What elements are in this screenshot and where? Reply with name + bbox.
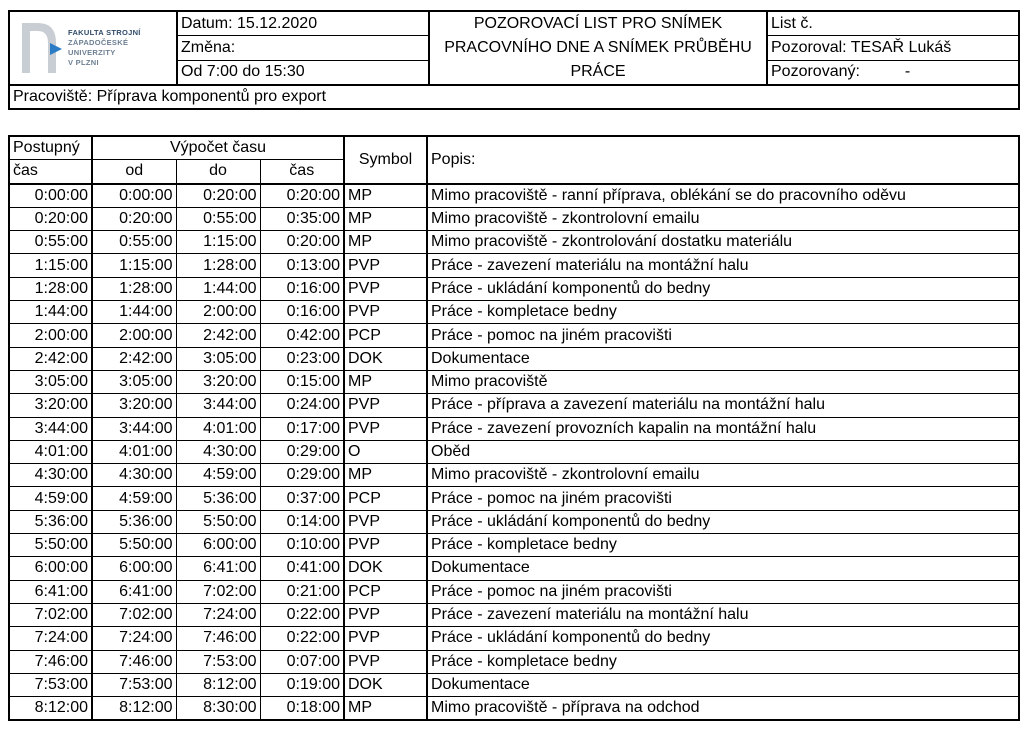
to-time-cell: 3:44:00 (176, 394, 260, 417)
to-time-cell: 7:24:00 (176, 603, 260, 626)
duration-cell: 0:41:00 (260, 557, 344, 580)
from-time-cell: 5:50:00 (92, 534, 176, 557)
from-time-cell: 2:42:00 (92, 347, 176, 370)
sheet-title (429, 11, 767, 85)
duration-cell: 0:35:00 (260, 207, 344, 230)
workplace-cell: Pracoviště: Příprava komponentů pro export (9, 85, 1019, 109)
description-cell: Dokumentace (427, 673, 1019, 696)
duration-cell: 0:15:00 (260, 370, 344, 393)
to-time-cell: 1:44:00 (176, 277, 260, 300)
table-row (9, 673, 1019, 696)
description-cell: Mimo pracoviště - zkontrolování dostatku materiálu (427, 231, 1019, 254)
duration-cell: 0:42:00 (260, 324, 344, 347)
to-time-cell: 7:53:00 (176, 650, 260, 673)
duration-cell: 0:21:00 (260, 580, 344, 603)
description-cell: Práce - kompletace bedny (427, 650, 1019, 673)
cumulative-time-cell: 6:41:00 (9, 580, 92, 603)
title-line-2: PRACOVNÍHO DNE A SNÍMEK PRŮBĚHU (444, 39, 752, 56)
description-cell: Práce - pomoc na jiném pracovišti (427, 324, 1019, 347)
to-time-cell: 6:41:00 (176, 557, 260, 580)
table-row (9, 277, 1019, 300)
table-row (9, 324, 1019, 347)
from-time-cell: 1:15:00 (92, 254, 176, 277)
observed-value: - (904, 63, 911, 81)
symbol-cell: PCP (344, 487, 427, 510)
description-cell: Práce - příprava a zavezení materiálu na montážní halu (427, 394, 1019, 417)
description-cell: Práce - ukládání komponentů do bedny (427, 627, 1019, 650)
table-row (9, 580, 1019, 603)
col-cumulative-header-1: Postupný (9, 136, 92, 160)
description-cell: Práce - kompletace bedny (427, 301, 1019, 324)
symbol-cell: PVP (344, 254, 427, 277)
from-time-cell: 3:20:00 (92, 394, 176, 417)
logo-line-4: V PLZNI (68, 58, 99, 67)
from-time-cell: 4:01:00 (92, 440, 176, 463)
table-row (9, 650, 1019, 673)
duration-cell: 0:22:00 (260, 627, 344, 650)
to-time-cell: 1:15:00 (176, 231, 260, 254)
cumulative-time-cell: 3:44:00 (9, 417, 92, 440)
cumulative-time-cell: 4:59:00 (9, 487, 92, 510)
cumulative-time-cell: 6:00:00 (9, 557, 92, 580)
symbol-cell: DOK (344, 673, 427, 696)
cumulative-time-cell: 1:15:00 (9, 254, 92, 277)
symbol-cell: PVP (344, 394, 427, 417)
cumulative-time-cell: 1:28:00 (9, 277, 92, 300)
table-row (9, 627, 1019, 650)
symbol-cell: MP (344, 370, 427, 393)
symbol-cell: MP (344, 231, 427, 254)
duration-cell: 0:14:00 (260, 510, 344, 533)
title-line-1: POZOROVACÍ LIST PRO SNÍMEK (473, 15, 723, 32)
observed-label: Pozorovaný: (771, 63, 860, 81)
logo-emblem-icon (20, 21, 64, 75)
symbol-cell: PVP (344, 603, 427, 626)
from-time-cell: 0:20:00 (92, 207, 176, 230)
duration-cell: 0:20:00 (260, 184, 344, 208)
shift-cell: Změna: (177, 36, 429, 60)
cumulative-time-cell: 3:05:00 (9, 370, 92, 393)
to-time-cell: 3:20:00 (176, 370, 260, 393)
logo-line-2: ZÁPADOČESKÉ (68, 38, 129, 47)
description-cell: Dokumentace (427, 557, 1019, 580)
observation-table (8, 135, 1020, 721)
table-row (9, 534, 1019, 557)
logo-line-1: FAKULTA STROJNÍ (68, 28, 141, 37)
observed-cell (767, 60, 1019, 85)
cumulative-time-cell: 5:36:00 (9, 510, 92, 533)
cumulative-time-cell: 1:44:00 (9, 301, 92, 324)
symbol-cell: MP (344, 207, 427, 230)
duration-cell: 0:22:00 (260, 603, 344, 626)
from-time-cell: 7:46:00 (92, 650, 176, 673)
duration-cell: 0:24:00 (260, 394, 344, 417)
symbol-cell: PCP (344, 324, 427, 347)
duration-cell: 0:23:00 (260, 347, 344, 370)
to-time-cell: 5:36:00 (176, 487, 260, 510)
cumulative-time-cell: 5:50:00 (9, 534, 92, 557)
table-row (9, 301, 1019, 324)
table-row (9, 417, 1019, 440)
from-time-cell: 0:00:00 (92, 184, 176, 208)
observer-cell: Pozoroval: TESAŘ Lukáš (767, 36, 1019, 60)
table-row (9, 487, 1019, 510)
symbol-cell: O (344, 440, 427, 463)
duration-cell: 0:10:00 (260, 534, 344, 557)
description-cell: Práce - zavezení materiálu na montážní halu (427, 603, 1019, 626)
description-cell: Práce - pomoc na jiném pracovišti (427, 580, 1019, 603)
description-cell: Práce - pomoc na jiném pracovišti (427, 487, 1019, 510)
from-time-cell: 4:30:00 (92, 464, 176, 487)
description-cell: Mimo pracoviště - ranní příprava, oblékání se do pracovního oděvu (427, 184, 1019, 208)
cumulative-time-cell: 0:55:00 (9, 231, 92, 254)
logo-line-3: UNIVERZITY (68, 48, 116, 57)
sheet-number-cell: List č. (767, 11, 1019, 36)
description-cell: Oběd (427, 440, 1019, 463)
from-time-cell: 3:05:00 (92, 370, 176, 393)
duration-cell: 0:16:00 (260, 277, 344, 300)
table-row (9, 370, 1019, 393)
duration-cell: 0:37:00 (260, 487, 344, 510)
col-symbol-header: Symbol (344, 136, 427, 184)
to-time-cell: 2:00:00 (176, 301, 260, 324)
from-time-cell: 6:00:00 (92, 557, 176, 580)
col-calc-header: Výpočet času (92, 136, 344, 160)
symbol-cell: PVP (344, 650, 427, 673)
duration-cell: 0:16:00 (260, 301, 344, 324)
from-time-cell: 7:53:00 (92, 673, 176, 696)
symbol-cell: PVP (344, 510, 427, 533)
from-time-cell: 2:00:00 (92, 324, 176, 347)
col-duration-header: čas (260, 160, 344, 184)
to-time-cell: 1:28:00 (176, 254, 260, 277)
duration-cell: 0:19:00 (260, 673, 344, 696)
from-time-cell: 3:44:00 (92, 417, 176, 440)
from-time-cell: 0:55:00 (92, 231, 176, 254)
description-cell: Dokumentace (427, 347, 1019, 370)
cumulative-time-cell: 0:20:00 (9, 207, 92, 230)
from-time-cell: 6:41:00 (92, 580, 176, 603)
duration-cell: 0:29:00 (260, 464, 344, 487)
symbol-cell: MP (344, 697, 427, 721)
from-time-cell: 7:24:00 (92, 627, 176, 650)
duration-cell: 0:13:00 (260, 254, 344, 277)
to-time-cell: 5:50:00 (176, 510, 260, 533)
duration-cell: 0:20:00 (260, 231, 344, 254)
to-time-cell: 0:20:00 (176, 184, 260, 208)
description-cell: Práce - zavezení materiálu na montážní halu (427, 254, 1019, 277)
from-time-cell: 7:02:00 (92, 603, 176, 626)
title-line-3: PRÁCE (570, 63, 626, 80)
symbol-cell: DOK (344, 557, 427, 580)
table-row (9, 603, 1019, 626)
table-row (9, 440, 1019, 463)
cumulative-time-cell: 7:53:00 (9, 673, 92, 696)
description-cell: Práce - zavezení provozních kapalin na montážní halu (427, 417, 1019, 440)
symbol-cell: MP (344, 464, 427, 487)
col-to-header: do (176, 160, 260, 184)
col-description-header: Popis: (427, 136, 1019, 184)
to-time-cell: 8:30:00 (176, 697, 260, 721)
table-row (9, 184, 1019, 208)
cumulative-time-cell: 4:01:00 (9, 440, 92, 463)
to-time-cell: 0:55:00 (176, 207, 260, 230)
description-cell: Práce - kompletace bedny (427, 534, 1019, 557)
description-cell: Mimo pracoviště - zkontrolovní emailu (427, 207, 1019, 230)
symbol-cell: MP (344, 184, 427, 208)
time-range-cell: Od 7:00 do 15:30 (177, 60, 429, 85)
symbol-cell: PCP (344, 580, 427, 603)
from-time-cell: 8:12:00 (92, 697, 176, 721)
cumulative-time-cell: 3:20:00 (9, 394, 92, 417)
cumulative-time-cell: 7:46:00 (9, 650, 92, 673)
symbol-cell: PVP (344, 534, 427, 557)
header-table (8, 10, 1020, 110)
duration-cell: 0:17:00 (260, 417, 344, 440)
table-row (9, 347, 1019, 370)
cumulative-time-cell: 0:00:00 (9, 184, 92, 208)
symbol-cell: PVP (344, 417, 427, 440)
to-time-cell: 6:00:00 (176, 534, 260, 557)
cumulative-time-cell: 2:42:00 (9, 347, 92, 370)
from-time-cell: 1:44:00 (92, 301, 176, 324)
duration-cell: 0:18:00 (260, 697, 344, 721)
description-cell: Práce - ukládání komponentů do bedny (427, 510, 1019, 533)
to-time-cell: 4:30:00 (176, 440, 260, 463)
to-time-cell: 3:05:00 (176, 347, 260, 370)
description-cell: Práce - ukládání komponentů do bedny (427, 277, 1019, 300)
table-row (9, 394, 1019, 417)
symbol-cell: PVP (344, 301, 427, 324)
description-cell: Mimo pracoviště - příprava na odchod (427, 697, 1019, 721)
date-cell: Datum: 15.12.2020 (177, 11, 429, 36)
from-time-cell: 4:59:00 (92, 487, 176, 510)
table-row (9, 557, 1019, 580)
from-time-cell: 1:28:00 (92, 277, 176, 300)
duration-cell: 0:29:00 (260, 440, 344, 463)
to-time-cell: 7:02:00 (176, 580, 260, 603)
description-cell: Mimo pracoviště (427, 370, 1019, 393)
symbol-cell: DOK (344, 347, 427, 370)
table-row (9, 464, 1019, 487)
col-cumulative-header-2: čas (9, 160, 92, 184)
university-logo (9, 11, 177, 85)
table-row (9, 254, 1019, 277)
symbol-cell: PVP (344, 277, 427, 300)
to-time-cell: 8:12:00 (176, 673, 260, 696)
logo-text (68, 28, 141, 68)
table-row (9, 697, 1019, 721)
from-time-cell: 5:36:00 (92, 510, 176, 533)
symbol-cell: PVP (344, 627, 427, 650)
cumulative-time-cell: 4:30:00 (9, 464, 92, 487)
description-cell: Mimo pracoviště - zkontrolovní emailu (427, 464, 1019, 487)
cumulative-time-cell: 8:12:00 (9, 697, 92, 721)
to-time-cell: 4:59:00 (176, 464, 260, 487)
cumulative-time-cell: 7:02:00 (9, 603, 92, 626)
cumulative-time-cell: 2:00:00 (9, 324, 92, 347)
cumulative-time-cell: 7:24:00 (9, 627, 92, 650)
to-time-cell: 4:01:00 (176, 417, 260, 440)
to-time-cell: 2:42:00 (176, 324, 260, 347)
table-row (9, 510, 1019, 533)
col-from-header: od (92, 160, 176, 184)
table-row (9, 207, 1019, 230)
table-row (9, 231, 1019, 254)
duration-cell: 0:07:00 (260, 650, 344, 673)
to-time-cell: 7:46:00 (176, 627, 260, 650)
